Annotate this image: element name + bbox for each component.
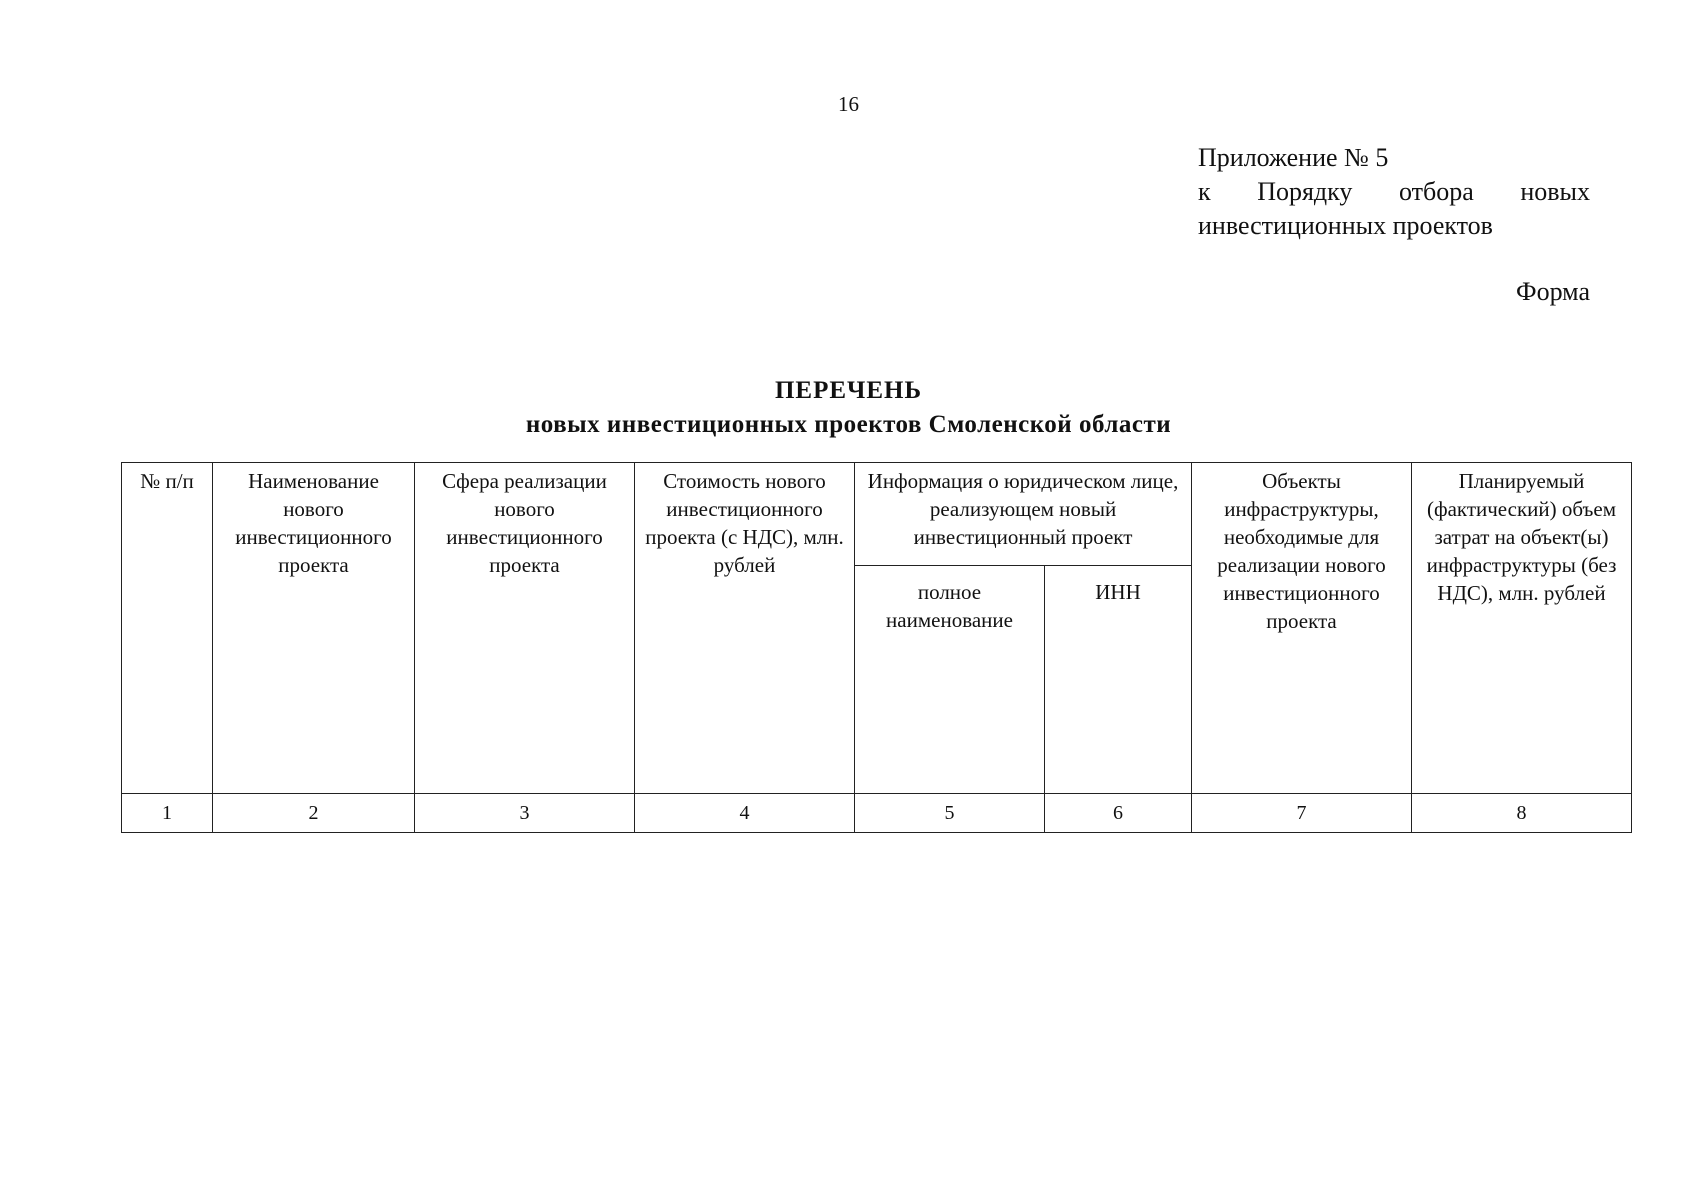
- header-planned-costs: Планируемый (фактический) объем затрат на объект(ы) инфраструктуры (без НДС), млн. рублей: [1412, 463, 1632, 794]
- header-sphere: Сфера реализации нового инвестиционного проекта: [415, 463, 635, 794]
- column-number: 6: [1045, 794, 1192, 833]
- form-label: Форма: [1516, 277, 1590, 306]
- column-number: 3: [415, 794, 635, 833]
- page-number: 16: [838, 92, 859, 116]
- header-number: № п/п: [122, 463, 213, 794]
- column-number: 1: [122, 794, 213, 833]
- header-infrastructure: Объекты инфраструктуры, необходимые для реализации нового инвестиционного проекта: [1192, 463, 1412, 794]
- header-legal-entity-info: Информация о юридическом лице, реализующем новый инвестиционный проект: [855, 463, 1192, 566]
- column-number: 8: [1412, 794, 1632, 833]
- title-subtitle: новых инвестиционных проектов Смоленской области: [525, 411, 1172, 438]
- header-inn: ИНН: [1045, 566, 1192, 794]
- column-number: 2: [213, 794, 415, 833]
- appendix-title: Приложение № 5: [1198, 143, 1389, 172]
- projects-table: [121, 462, 1632, 833]
- title-main: ПЕРЕЧЕНЬ: [774, 377, 923, 404]
- appendix-block: [1198, 141, 1590, 243]
- appendix-reference-cont: инвестиционных проектов: [1198, 211, 1493, 240]
- header-project-name: Наименование нового инвестиционного проекта: [213, 463, 415, 794]
- column-number: 7: [1192, 794, 1412, 833]
- header-row-top: [122, 463, 1632, 566]
- column-number: 4: [635, 794, 855, 833]
- header-cost: Стоимость нового инвестиционного проекта (с НДС), млн. рублей: [635, 463, 855, 794]
- appendix-reference: к Порядку отбора новых: [1198, 177, 1590, 206]
- document-title: [0, 374, 1697, 442]
- column-number: 5: [855, 794, 1045, 833]
- column-numbers-row: [122, 794, 1632, 833]
- header-full-name: полное наименование: [855, 566, 1045, 794]
